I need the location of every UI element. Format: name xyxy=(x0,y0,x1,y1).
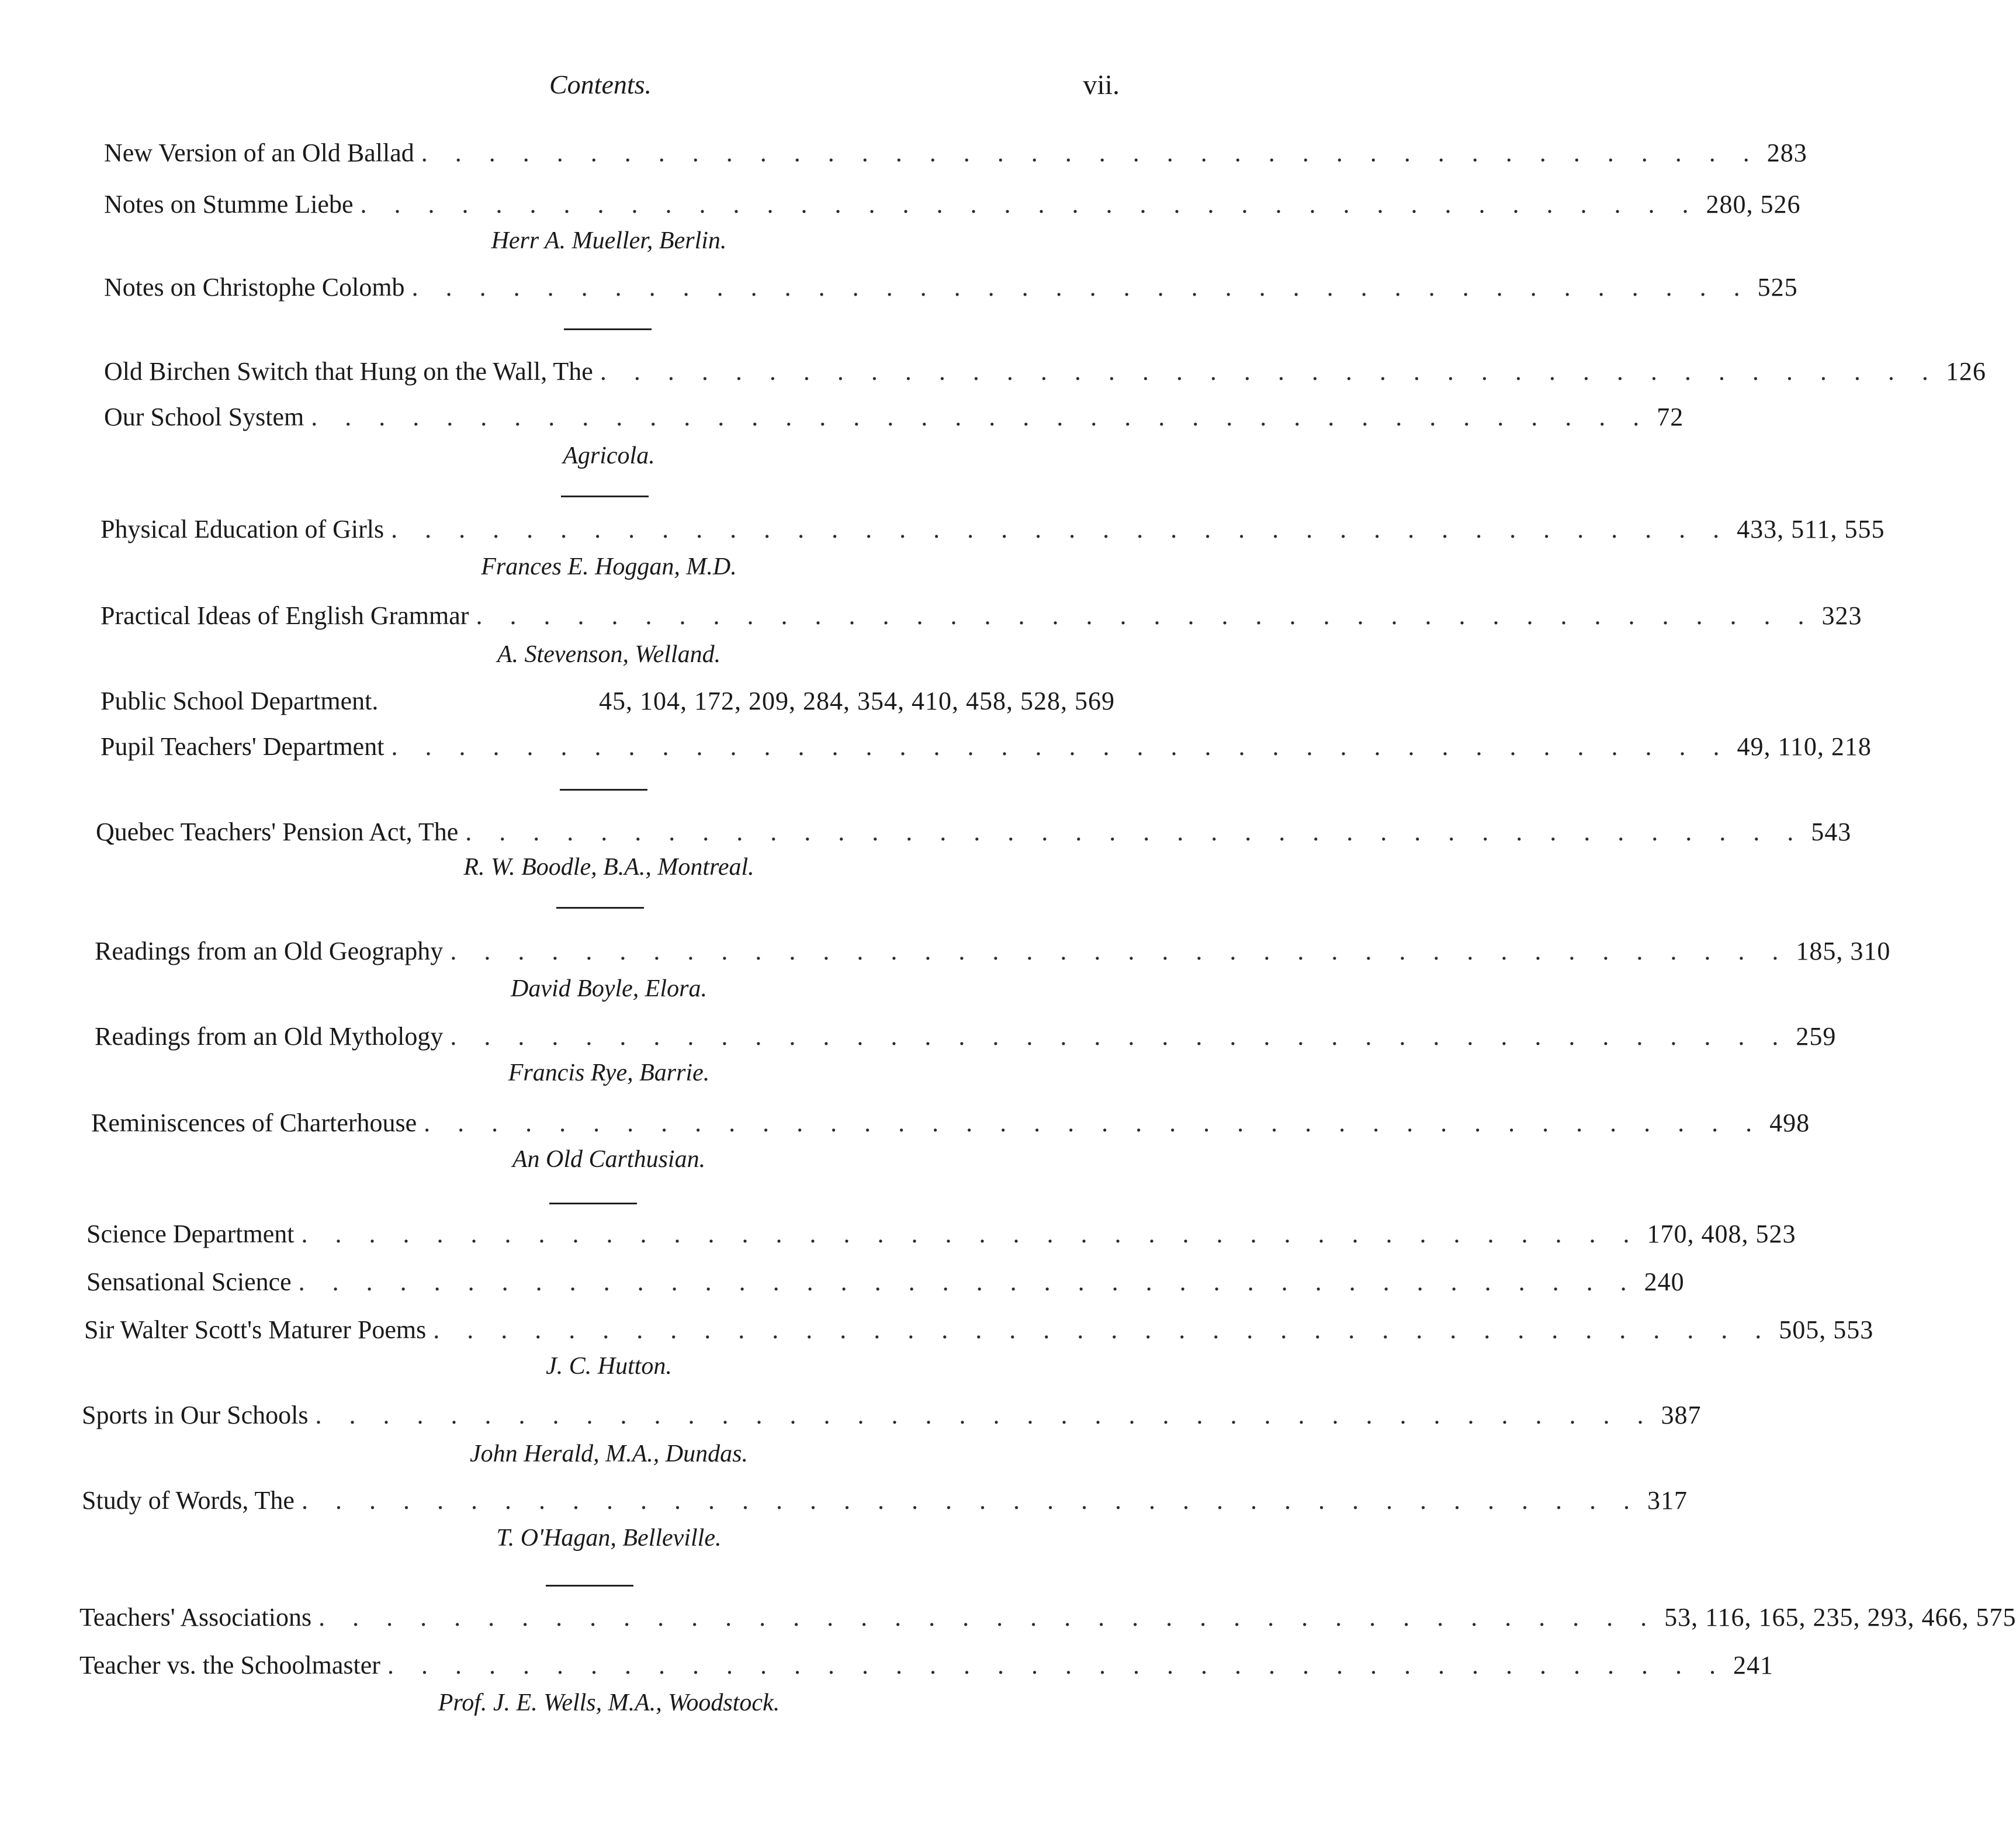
dot-leader: . . . . . . . . . . . . . . . . . . . . . . . . . . . . . . . . . . . . . . . . xyxy=(450,1022,1789,1051)
entry-pages: 170, 408, 523 xyxy=(1647,1220,1796,1248)
toc-entry xyxy=(82,1483,1688,1518)
entry-author: J. C. Hutton. xyxy=(546,1353,672,1380)
entry-title: Public School Department. xyxy=(101,687,379,715)
entry-pages: 241 xyxy=(1733,1651,1773,1679)
entry-pages: 498 xyxy=(1769,1109,1810,1137)
dot-leader: . . . . . . . . . . . . . . . . . . . . . . . . . . . . . . . . . . . . . . . . xyxy=(301,1220,1640,1248)
entry-author: R. W. Boodle, B.A., Montreal. xyxy=(463,854,754,881)
entry-title: Sensational Science xyxy=(86,1267,292,1296)
dot-leader: . . . . . . . . . . . . . . . . . . . . . . . . . . . . . . . . . . . . . . . . xyxy=(360,190,1699,219)
dot-leader: . . . . . . . . . . . . . . . . . . . . . . . . . . . . . . . . . . . . . . . . xyxy=(450,937,1789,965)
entry-author: John Herald, M.A., Dundas. xyxy=(470,1440,748,1467)
entry-pages: 45, 104, 172, 209, 284, 354, 410, 458, 528, 569 xyxy=(599,687,1115,715)
entry-pages: 126 xyxy=(1945,357,1986,386)
entry-author: Francis Rye, Barrie. xyxy=(508,1059,710,1086)
toc-entry xyxy=(101,598,1862,633)
entry-pages: 72 xyxy=(1657,403,1684,431)
entry-author: Agricola. xyxy=(563,442,655,469)
entry-pages: 387 xyxy=(1661,1401,1702,1429)
entry-author: Prof. J. E. Wells, M.A., Woodstock. xyxy=(438,1689,780,1716)
toc-entry xyxy=(84,1312,1874,1348)
toc-entry xyxy=(104,136,1807,171)
entry-title: Our School System xyxy=(104,403,304,431)
toc-entry xyxy=(95,1019,1837,1054)
entry-title: Study of Words, The xyxy=(82,1486,295,1515)
entry-pages: 283 xyxy=(1766,138,1807,167)
entry-author: T. O'Hagan, Belleville. xyxy=(496,1525,722,1551)
toc-entry xyxy=(79,1600,2016,1635)
dot-leader: . . . . . . . . . . . . . . . . . . . . . . . . . . . . . . . . . . . . . . . . xyxy=(411,273,1751,302)
dot-leader: . . . . . . . . . . . . . . . . . . . . . . . . . . . . . . . . . . . . . . . . xyxy=(476,601,1815,630)
toc-entry xyxy=(91,1106,1810,1141)
toc-entry xyxy=(95,934,1891,969)
toc-entry xyxy=(79,1648,1773,1683)
entry-title: Readings from an Old Geography xyxy=(95,937,444,965)
entry-title: Sports in Our Schools xyxy=(82,1401,309,1429)
dot-leader: . . . . . . . . . . . . . . . . . . . . . . . . . . . . . . . . . . . . . . . . xyxy=(391,732,1730,761)
section-divider xyxy=(564,328,652,330)
entry-title: Science Department xyxy=(86,1220,295,1248)
entry-author: Herr A. Mueller, Berlin. xyxy=(491,227,727,254)
running-title: Contents. xyxy=(549,70,652,99)
toc-entry xyxy=(96,815,1852,850)
dot-leader: . . . . . . . . . . . . . . . . . . . . . . . . . . . . . . . . . . . . . . . . xyxy=(301,1486,1640,1515)
entry-title: Notes on Christophe Colomb xyxy=(104,273,405,302)
entry-title: Practical Ideas of English Grammar xyxy=(101,601,469,630)
dot-leader: . . . . . . . . . . . . . . . . . . . . . . . . . . . . . . . . . . . . . . . . xyxy=(315,1401,1654,1429)
entry-title: Reminiscences of Charterhouse xyxy=(91,1109,417,1137)
dot-leader: . . . . . . . . . . . . . . . . . . . . . . . . . . . . . . . . . . . . . . . . xyxy=(311,403,1650,431)
entry-author: Frances E. Hoggan, M.D. xyxy=(481,553,737,580)
dot-leader: . . . . . . . . . . . . . . . . . . . . . . . . . . . . . . . . . . . . . . . . xyxy=(318,1603,1658,1632)
dot-leader: . . . . . . . . . . . . . . . . . . . . . . . . . . . . . . . . . . . . . . . . xyxy=(600,357,1939,386)
dot-leader: . . . . . . . . . . . . . . . . . . . . . . . . . . . . . . . . . . . . . . . . xyxy=(387,1651,1726,1679)
entry-title: Teachers' Associations xyxy=(79,1603,312,1632)
entry-author: David Boyle, Elora. xyxy=(511,975,707,1002)
entry-title: Readings from an Old Mythology xyxy=(95,1022,444,1051)
toc-entry xyxy=(104,270,1798,305)
entry-title: Pupil Teachers' Department xyxy=(101,732,385,761)
section-divider xyxy=(556,907,644,909)
entry-title: Notes on Stumme Liebe xyxy=(104,190,354,219)
toc-entry xyxy=(101,512,1885,547)
entry-title: Teacher vs. the Schoolmaster xyxy=(79,1651,380,1679)
toc-entry xyxy=(104,187,1801,222)
entry-pages: 543 xyxy=(1811,818,1852,846)
entry-author: A. Stevenson, Welland. xyxy=(497,641,721,668)
toc-entry xyxy=(104,400,1684,435)
entry-author: An Old Carthusian. xyxy=(512,1146,706,1173)
entry-pages: 525 xyxy=(1757,273,1798,302)
entry-pages: 240 xyxy=(1644,1267,1685,1296)
toc-entry xyxy=(82,1398,1702,1433)
page-number: vii. xyxy=(1083,70,1120,101)
toc-entry xyxy=(86,1217,1796,1252)
toc-entry xyxy=(101,729,1872,764)
toc-entry xyxy=(104,354,1986,389)
entry-title: Sir Walter Scott's Maturer Poems xyxy=(84,1315,427,1344)
entry-pages: 433, 511, 555 xyxy=(1737,515,1885,543)
entry-pages: 49, 110, 218 xyxy=(1737,732,1872,761)
entry-pages: 280, 526 xyxy=(1706,190,1801,219)
section-divider xyxy=(560,789,647,791)
dot-leader: . . . . . . . . . . . . . . . . . . . . . . . . . . . . . . . . . . . . . . . . xyxy=(465,818,1804,846)
entry-title: New Version of an Old Ballad xyxy=(104,138,414,167)
entry-pages: 317 xyxy=(1647,1486,1688,1515)
entry-pages: 259 xyxy=(1796,1022,1837,1051)
section-divider xyxy=(561,496,649,497)
entry-pages: 185, 310 xyxy=(1796,937,1891,965)
toc-entry xyxy=(86,1265,1685,1300)
entry-pages: 505, 553 xyxy=(1779,1315,1874,1344)
section-divider xyxy=(546,1585,633,1587)
entry-title: Physical Education of Girls xyxy=(101,515,385,543)
entry-title: Old Birchen Switch that Hung on the Wall, The xyxy=(104,357,593,386)
section-divider xyxy=(549,1203,637,1204)
dot-leader: . . . . . . . . . . . . . . . . . . . . . . . . . . . . . . . . . . . . . . . . xyxy=(391,515,1730,543)
entry-pages: 53, 116, 165, 235, 293, 466, 575 xyxy=(1664,1603,2016,1632)
dot-leader: . . . . . . . . . . . . . . . . . . . . . . . . . . . . . . . . . . . . . . . . xyxy=(433,1315,1772,1344)
entry-title: Quebec Teachers' Pension Act, The xyxy=(96,818,459,846)
dot-leader: . . . . . . . . . . . . . . . . . . . . . . . . . . . . . . . . . . . . . . . . xyxy=(421,138,1760,167)
toc-entry xyxy=(101,684,1115,719)
dot-leader: . . . . . . . . . . . . . . . . . . . . . . . . . . . . . . . . . . . . . . . . xyxy=(424,1109,1763,1137)
entry-pages: 323 xyxy=(1821,601,1862,630)
dot-leader: . . . . . . . . . . . . . . . . . . . . . . . . . . . . . . . . . . . . . . . . xyxy=(298,1267,1637,1296)
